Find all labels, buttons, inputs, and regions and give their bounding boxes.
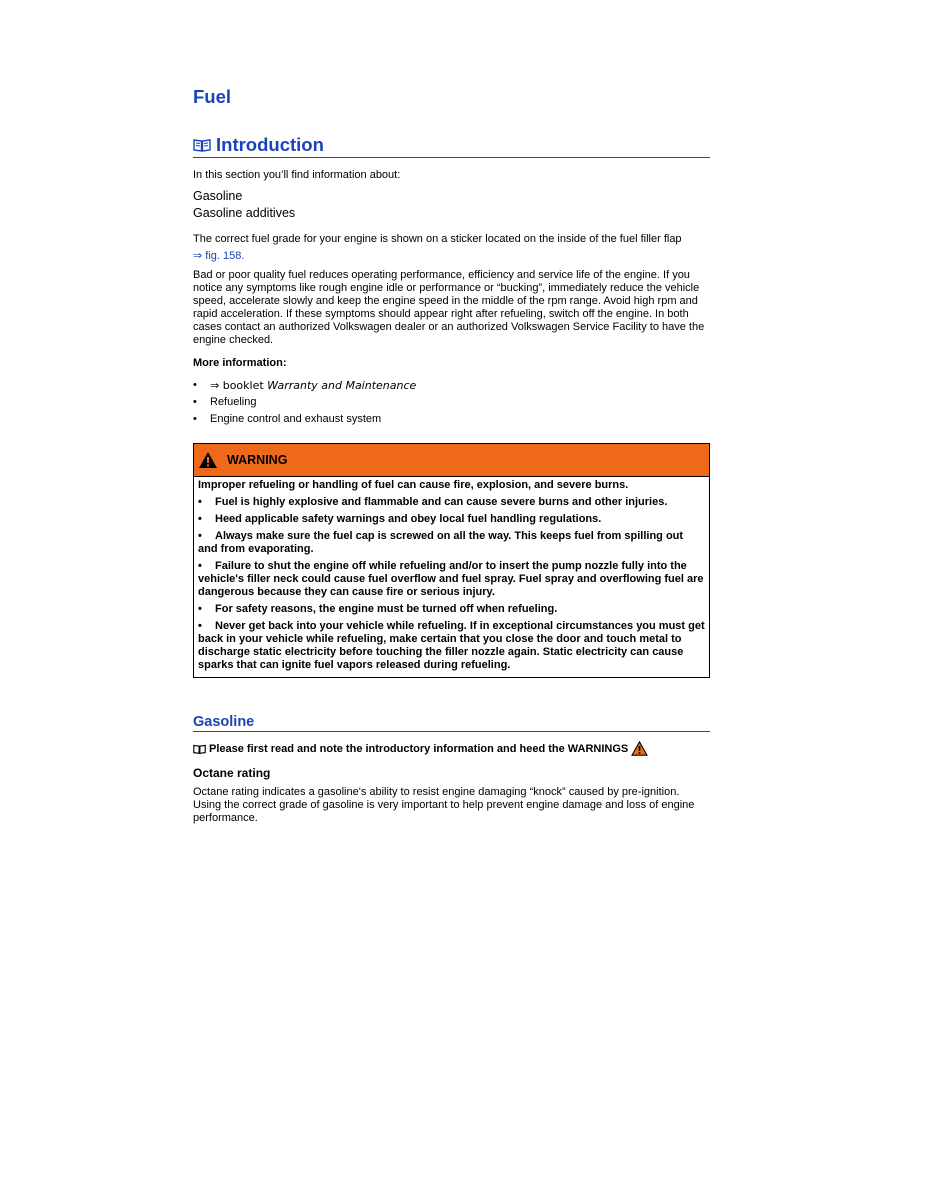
- document-page: [193, 86, 710, 825]
- warning-item: • Fuel is highly explosive and flammable and can cause severe burns and other injuries.: [198, 496, 668, 508]
- warning-item-text: Always make sure the fuel cap is screwed on all the way. This keeps fuel from spilling out and from evaporating.: [198, 530, 684, 555]
- page-title: Fuel: [193, 86, 232, 107]
- section-heading-gasoline: Gasoline: [193, 714, 710, 732]
- warning-label: WARNING: [227, 453, 288, 467]
- open-book-icon: [193, 744, 206, 754]
- fuel-grade-text: The correct fuel grade for your engine is shown on a sticker located on the inside of the fuel filler flap: [193, 233, 682, 245]
- warning-lead: Improper refueling or handling of fuel can cause fire, explosion, and severe burns.: [198, 479, 629, 491]
- list-item-engine-control[interactable]: • Engine control and exhaust system: [193, 411, 710, 428]
- booklet-prefix: ⇒ booklet: [210, 379, 268, 392]
- octane-paragraph: Octane rating indicates a gasoline's ability to resist engine damaging “knock” caused by pre-ignition. Using the correct grade of gasoline is very important to help prevent engine damage and loss of engine performance.: [193, 786, 695, 824]
- topic-item[interactable]: Gasoline additives: [193, 206, 296, 220]
- warning-item-text: Failure to shut the engine off while refueling and/or to insert the pump nozzle fully into the vehicle's filler neck could cause fuel overflow and fuel spray. Fuel spray and overflowing fuel are dangerous because they can cause fire or serious injury.: [198, 560, 704, 598]
- list-item-refueling[interactable]: • Refueling: [193, 394, 710, 411]
- topic-list: [193, 188, 710, 222]
- section-heading-introduction: [193, 134, 710, 158]
- topic-item[interactable]: Gasoline: [193, 189, 243, 203]
- more-information-label: More information:: [193, 357, 287, 369]
- section-heading-text: Introduction: [216, 134, 324, 155]
- intro-lead: In this section you’ll find information about:: [193, 169, 401, 181]
- warning-body: [194, 477, 709, 677]
- booklet-reference: [210, 379, 416, 392]
- open-book-icon: [193, 138, 211, 152]
- fuel-quality-paragraph: Bad or poor quality fuel reduces operating performance, efficiency and service life of the engine. If you notice any symptoms like rough engine idle or performance or “bucking”, immediately reduce the vehicle speed, accelerate slowly and keep the engine speed in the middle of the rpm range. Avoid high rpm and rapid acceleration. If these symptoms should appear right after refueling, switch off the engine. In both cases contact an authorized Volkswagen dealer or an authorized Volkswagen Service Facility to have the engine checked.: [193, 269, 705, 346]
- subheading-octane-rating: Octane rating: [193, 766, 271, 780]
- warning-item: • Always make sure the fuel cap is screwed on all the way. This keeps fuel from spilling out and from evaporating.: [198, 530, 684, 555]
- warning-triangle-icon: [631, 741, 648, 756]
- intro-note[interactable]: [193, 741, 710, 756]
- warning-item-text: For safety reasons, the engine must be turned off when refueling.: [215, 603, 558, 615]
- warning-box: [193, 443, 710, 678]
- fuel-grade-paragraph: [193, 233, 710, 263]
- warning-item: • Failure to shut the engine off while refueling and/or to insert the pump nozzle fully into the vehicle's filler neck could cause fuel overflow and fuel spray. Fuel spray and overflowing fuel are dangerous because they can cause fire or serious injury.: [198, 560, 704, 598]
- warning-item-text: Never get back into your vehicle while refueling. If in exceptional circumstances you must get back in your vehicle while refueling, make certain that you close the door and touch metal to discharge static electricity before touching the filler nozzle again. Static electricity can cause sparks that can ignite fuel vapors released during refueling.: [198, 620, 705, 671]
- warning-item: • For safety reasons, the engine must be turned off when refueling.: [198, 603, 558, 615]
- warning-item: • Never get back into your vehicle while refueling. If in exceptional circumstances you must get back in your vehicle while refueling, make certain that you close the door and touch metal to discharge static electricity before touching the filler nozzle again. Static electricity can cause sparks that can ignite fuel vapors released during refueling.: [198, 620, 705, 671]
- more-information-list: [193, 377, 710, 428]
- figure-link[interactable]: ⇒ fig. 158.: [193, 250, 245, 262]
- list-item-booklet[interactable]: [193, 377, 710, 394]
- warning-item-text: Heed applicable safety warnings and obey local fuel handling regulations.: [215, 513, 602, 525]
- warning-item-text: Fuel is highly explosive and flammable and can cause severe burns and other injuries.: [215, 496, 668, 508]
- warning-header: [194, 444, 709, 477]
- booklet-title: Warranty and Maintenance: [267, 379, 417, 392]
- warning-triangle-icon: [198, 451, 218, 469]
- intro-note-text: Please first read and note the introductory information and heed the WARNINGS: [209, 742, 629, 755]
- warning-item: • Heed applicable safety warnings and obey local fuel handling regulations.: [198, 513, 602, 525]
